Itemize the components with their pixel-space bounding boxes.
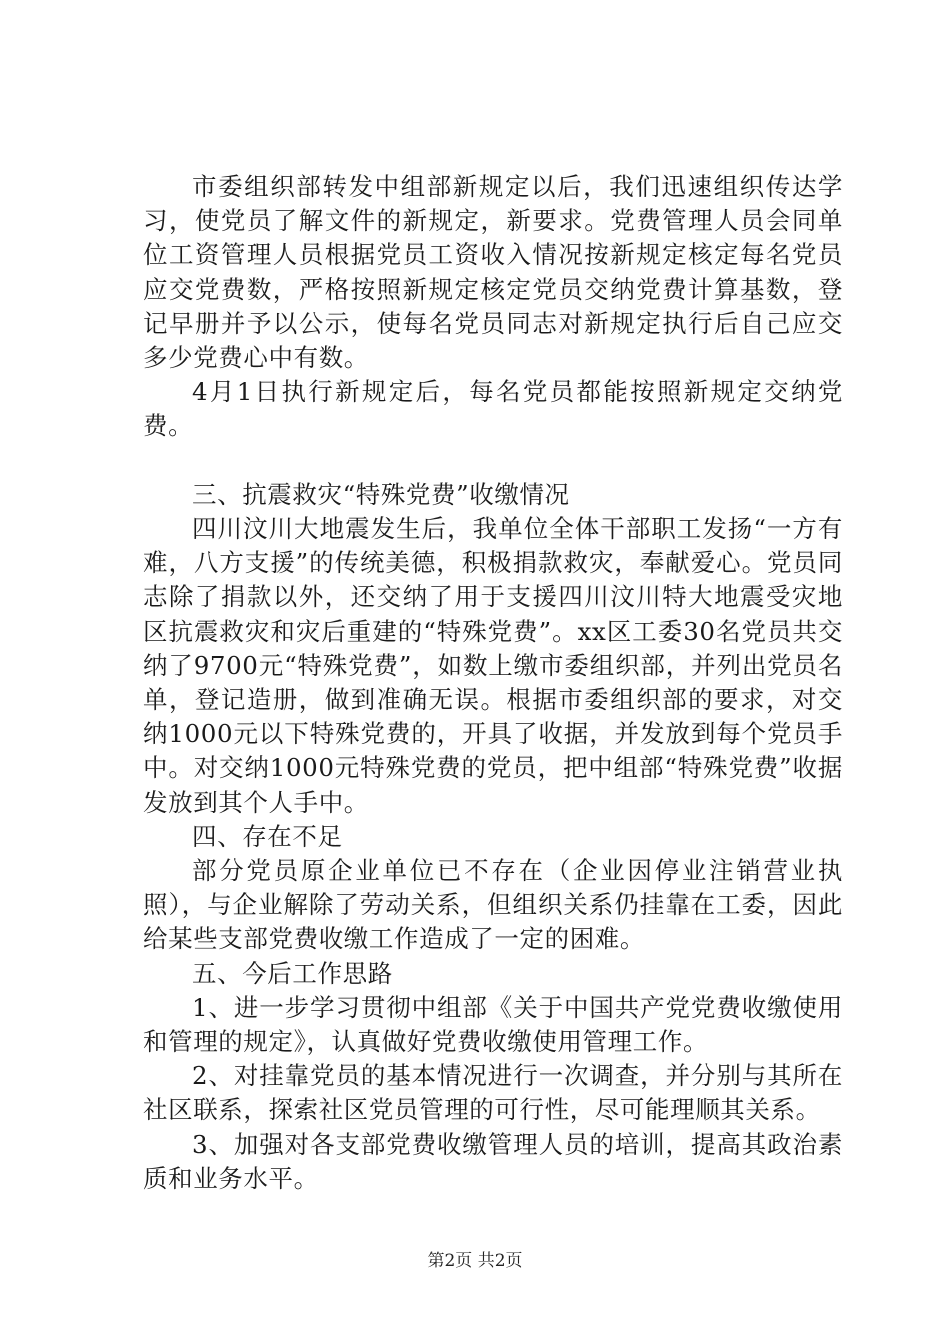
- document-body: [143, 170, 843, 1196]
- paragraph-spacer: [143, 444, 843, 478]
- paragraph-earthquake-relief: 四川汶川大地震发生后，我单位全体干部职工发扬“一方有难，八方支援”的传统美德，积极捐款救灾，奉献爱心。党员同志除了捐款以外，还交纳了用于支援四川汶川特大地震受灾地区抗震救灾和灾后重建的“特殊党费”。xx区工委30名党员共交纳了9700元“特殊党费”，如数上缴市委组织部，并列出党员名单，登记造册，做到准确无误。根据市委组织部的要求，对交纳1000元以下特殊党费的，开具了收据，并发放到每个党员手中。对交纳1000元特殊党费的党员，把中组部“特殊党费”收据发放到其个人手中。: [143, 514, 843, 817]
- section-heading-special-dues: 三、抗震救灾“特殊党费”收缴情况: [192, 479, 570, 509]
- page-footer: [0, 1246, 950, 1271]
- paragraph-future-item-1: 1、进一步学习贯彻中组部《关于中国共产党党费收缴使用和管理的规定》，认真做好党费收缴使用管理工作。: [143, 992, 843, 1057]
- paragraph-notice-study: 市委组织部转发中组部新规定以后，我们迅速组织传达学习，使党员了解文件的新规定，新要求。党费管理人员会同单位工资管理人员根据党员工资收入情况按新规定核定每名党员应交党费数，严格按照新规定核定党员交纳党费计算基数，登记早册并予以公示，使每名党员同志对新规定执行后自己应交多少党费心中有数。: [143, 172, 843, 373]
- section-heading-future-work: 五、今后工作思路: [192, 958, 393, 988]
- page-number-label: 第2页 共2页: [427, 1251, 523, 1271]
- paragraph-shortcomings: 部分党员原企业单位已不存在（企业因停业注销营业执照），与企业解除了劳动关系，但组织关系仍挂靠在工委，因此给某些支部党费收缴工作造成了一定的困难。: [143, 856, 843, 954]
- paragraph-future-item-3: 3、加强对各支部党费收缴管理人员的培训，提高其政治素质和业务水平。: [143, 1129, 843, 1193]
- paragraph-future-item-2: 2、对挂靠党员的基本情况进行一次调查，并分别与其所在社区联系，探索社区党员管理的可行性，尽可能理顺其关系。: [143, 1061, 843, 1125]
- paragraph-april-execution: 4月1日执行新规定后，每名党员都能按照新规定交纳党费。: [143, 377, 843, 441]
- section-heading-shortcomings: 四、存在不足: [192, 821, 343, 851]
